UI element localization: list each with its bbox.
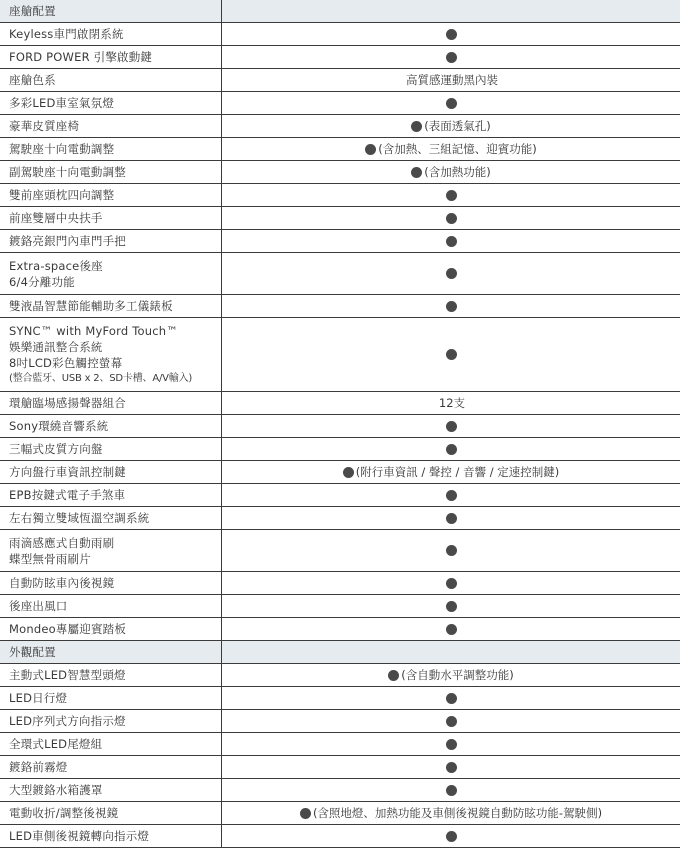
spec-value (222, 415, 680, 437)
spec-label-line: 雙液晶智慧節能輔助多工儀錶板 (9, 299, 173, 313)
standard-equipment-dot-icon (300, 808, 311, 819)
spec-label-line: LED序列式方向指示燈 (9, 714, 126, 728)
spec-row (0, 46, 680, 69)
spec-label-line: Sony環繞音響系統 (9, 419, 109, 433)
spec-label (0, 484, 222, 506)
spec-label-line: 全環式LED尾燈組 (9, 737, 103, 751)
standard-equipment-dot-icon (446, 349, 457, 360)
spec-row (0, 23, 680, 46)
spec-label (0, 207, 222, 229)
spec-row (0, 415, 680, 438)
spec-label-line: (整合藍牙、USB x 2、SD卡槽、A/V輸入) (9, 372, 193, 384)
spec-value (222, 207, 680, 229)
spec-row (0, 253, 680, 295)
section-title: 外觀配置 (0, 641, 222, 663)
spec-label-line: 8吋LCD彩色觸控螢幕 (9, 355, 123, 370)
spec-label-line: 副駕駛座十向電動調整 (9, 165, 126, 179)
spec-label (0, 733, 222, 755)
section-header (0, 0, 680, 23)
standard-equipment-dot-icon (446, 716, 457, 727)
spec-note: 12支 (438, 396, 466, 410)
spec-value (222, 184, 680, 206)
spec-label (0, 161, 222, 183)
standard-equipment-dot-icon (446, 624, 457, 635)
spec-label-line: 駕駛座十向電動調整 (9, 142, 115, 156)
spec-label-line: 蝶型無骨雨刷片 (9, 551, 91, 566)
spec-label-line: LED車側後視鏡轉向指示燈 (9, 829, 150, 843)
standard-equipment-dot-icon (411, 121, 422, 132)
spec-note: (含照地燈、加熱功能及車側後視鏡自動防眩功能-駕駛側) (312, 806, 603, 820)
spec-label-line: 多彩LED車室氣氛燈 (9, 96, 115, 110)
spec-row (0, 138, 680, 161)
section-header (0, 641, 680, 664)
spec-value (222, 618, 680, 640)
standard-equipment-dot-icon (446, 421, 457, 432)
spec-row (0, 295, 680, 318)
spec-label (0, 507, 222, 529)
spec-row (0, 484, 680, 507)
spec-label-line: EPB按鍵式電子手煞車 (9, 488, 126, 502)
standard-equipment-dot-icon (446, 213, 457, 224)
spec-label (0, 710, 222, 732)
spec-value (222, 92, 680, 114)
spec-label-line: 座艙色系 (9, 73, 56, 87)
spec-value (222, 23, 680, 45)
standard-equipment-dot-icon (446, 29, 457, 40)
spec-row (0, 161, 680, 184)
standard-equipment-dot-icon (446, 739, 457, 750)
spec-label-line: 前座雙層中央扶手 (9, 211, 103, 225)
spec-label (0, 23, 222, 45)
standard-equipment-dot-icon (446, 785, 457, 796)
spec-row (0, 618, 680, 641)
standard-equipment-dot-icon (446, 268, 457, 279)
spec-label-line: 大型鍍鉻水箱護罩 (9, 783, 103, 797)
spec-label (0, 115, 222, 137)
spec-row (0, 207, 680, 230)
section-header-right (222, 641, 680, 663)
spec-value (222, 802, 680, 824)
spec-note: (含加熱、三組記憶、迎賓功能) (378, 142, 537, 156)
spec-label-line: LED日行燈 (9, 691, 68, 705)
spec-value (222, 253, 680, 294)
standard-equipment-dot-icon (446, 513, 457, 524)
spec-value (222, 733, 680, 755)
spec-label-line: Extra-space後座 (9, 258, 103, 273)
spec-row (0, 779, 680, 802)
spec-label-line: 電動收折/調整後視鏡 (9, 806, 119, 820)
spec-value (222, 595, 680, 617)
spec-value (222, 484, 680, 506)
standard-equipment-dot-icon (446, 98, 457, 109)
spec-row (0, 115, 680, 138)
spec-label (0, 825, 222, 847)
spec-label-line: SYNC™ with MyFord Touch™ (9, 323, 178, 338)
standard-equipment-dot-icon (388, 670, 399, 681)
spec-label (0, 595, 222, 617)
standard-equipment-dot-icon (446, 301, 457, 312)
standard-equipment-dot-icon (446, 762, 457, 773)
spec-value (222, 161, 680, 183)
spec-row (0, 230, 680, 253)
spec-label (0, 572, 222, 594)
spec-row (0, 756, 680, 779)
standard-equipment-dot-icon (446, 444, 457, 455)
spec-label-line: 鍍鉻前霧燈 (9, 760, 68, 774)
standard-equipment-dot-icon (446, 236, 457, 247)
spec-value (222, 69, 680, 91)
spec-value (222, 438, 680, 460)
spec-value (222, 318, 680, 391)
section-title: 座艙配置 (0, 0, 222, 22)
spec-label-line: 6/4分離功能 (9, 274, 75, 289)
standard-equipment-dot-icon (411, 167, 422, 178)
spec-row (0, 92, 680, 115)
spec-note: 高質感運動黑內裝 (406, 73, 498, 87)
spec-value (222, 295, 680, 317)
spec-row (0, 184, 680, 207)
spec-value (222, 461, 680, 483)
spec-label (0, 230, 222, 252)
spec-label-line: Mondeo專屬迎賓踏板 (9, 622, 127, 636)
spec-value (222, 687, 680, 709)
spec-label-line: 環艙臨場感揚聲器組合 (9, 396, 126, 410)
spec-row (0, 733, 680, 756)
standard-equipment-dot-icon (446, 831, 457, 842)
spec-row (0, 687, 680, 710)
standard-equipment-dot-icon (343, 467, 354, 478)
spec-value (222, 530, 680, 571)
spec-label (0, 438, 222, 460)
spec-note: (含自動水平調整功能) (401, 668, 514, 682)
spec-label (0, 69, 222, 91)
spec-label-line: 鍍鉻亮銀門內車門手把 (9, 234, 126, 248)
section-header-right (222, 0, 680, 22)
spec-label-line: 豪華皮質座椅 (9, 119, 80, 133)
spec-label (0, 779, 222, 801)
spec-value (222, 710, 680, 732)
standard-equipment-dot-icon (365, 144, 376, 155)
spec-row (0, 392, 680, 415)
spec-label-line: 方向盤行車資訊控制鍵 (9, 465, 126, 479)
spec-note: (含加熱功能) (424, 165, 491, 179)
spec-row (0, 530, 680, 572)
spec-label (0, 318, 222, 391)
standard-equipment-dot-icon (446, 601, 457, 612)
spec-value (222, 756, 680, 778)
spec-label-line: 娛樂通訊整合系統 (9, 339, 103, 354)
spec-label-line: 雨滴感應式自動雨刷 (9, 535, 115, 550)
spec-label (0, 664, 222, 686)
spec-value (222, 779, 680, 801)
spec-label (0, 92, 222, 114)
spec-value (222, 507, 680, 529)
spec-row (0, 69, 680, 92)
spec-row (0, 825, 680, 848)
spec-label (0, 184, 222, 206)
spec-value (222, 46, 680, 68)
spec-label-line: 雙前座頭枕四向調整 (9, 188, 115, 202)
spec-row (0, 595, 680, 618)
spec-label (0, 253, 222, 294)
spec-label (0, 756, 222, 778)
spec-label-line: 後座出風口 (9, 599, 68, 613)
spec-label (0, 295, 222, 317)
spec-row (0, 507, 680, 530)
spec-value (222, 138, 680, 160)
spec-label-line: 自動防眩車內後視鏡 (9, 576, 115, 590)
spec-label-line: 三幅式皮質方向盤 (9, 442, 103, 456)
standard-equipment-dot-icon (446, 578, 457, 589)
spec-value (222, 115, 680, 137)
spec-value (222, 825, 680, 847)
spec-label (0, 687, 222, 709)
spec-label (0, 392, 222, 414)
spec-label (0, 415, 222, 437)
standard-equipment-dot-icon (446, 190, 457, 201)
spec-row (0, 438, 680, 461)
spec-value (222, 664, 680, 686)
standard-equipment-dot-icon (446, 693, 457, 704)
spec-row (0, 710, 680, 733)
spec-label (0, 46, 222, 68)
spec-label (0, 618, 222, 640)
spec-row (0, 802, 680, 825)
spec-label (0, 461, 222, 483)
spec-note: (表面透氣孔) (424, 119, 491, 133)
spec-label-line: FORD POWER 引擎啟動鍵 (9, 50, 153, 64)
spec-row (0, 572, 680, 595)
spec-label-line: Keyless車門啟閉系統 (9, 27, 124, 41)
spec-label (0, 530, 222, 571)
standard-equipment-dot-icon (446, 490, 457, 501)
spec-label (0, 802, 222, 824)
spec-note: (附行車資訊 / 聲控 / 音響 / 定速控制鍵) (355, 465, 560, 479)
spec-row (0, 461, 680, 484)
standard-equipment-dot-icon (446, 545, 457, 556)
spec-label (0, 138, 222, 160)
spec-row (0, 318, 680, 392)
spec-label-line: 左右獨立雙域恆溫空調系統 (9, 511, 150, 525)
spec-value (222, 230, 680, 252)
spec-value (222, 392, 680, 414)
spec-label-line: 主動式LED智慧型頭燈 (9, 668, 126, 682)
spec-value (222, 572, 680, 594)
spec-row (0, 664, 680, 687)
standard-equipment-dot-icon (446, 52, 457, 63)
